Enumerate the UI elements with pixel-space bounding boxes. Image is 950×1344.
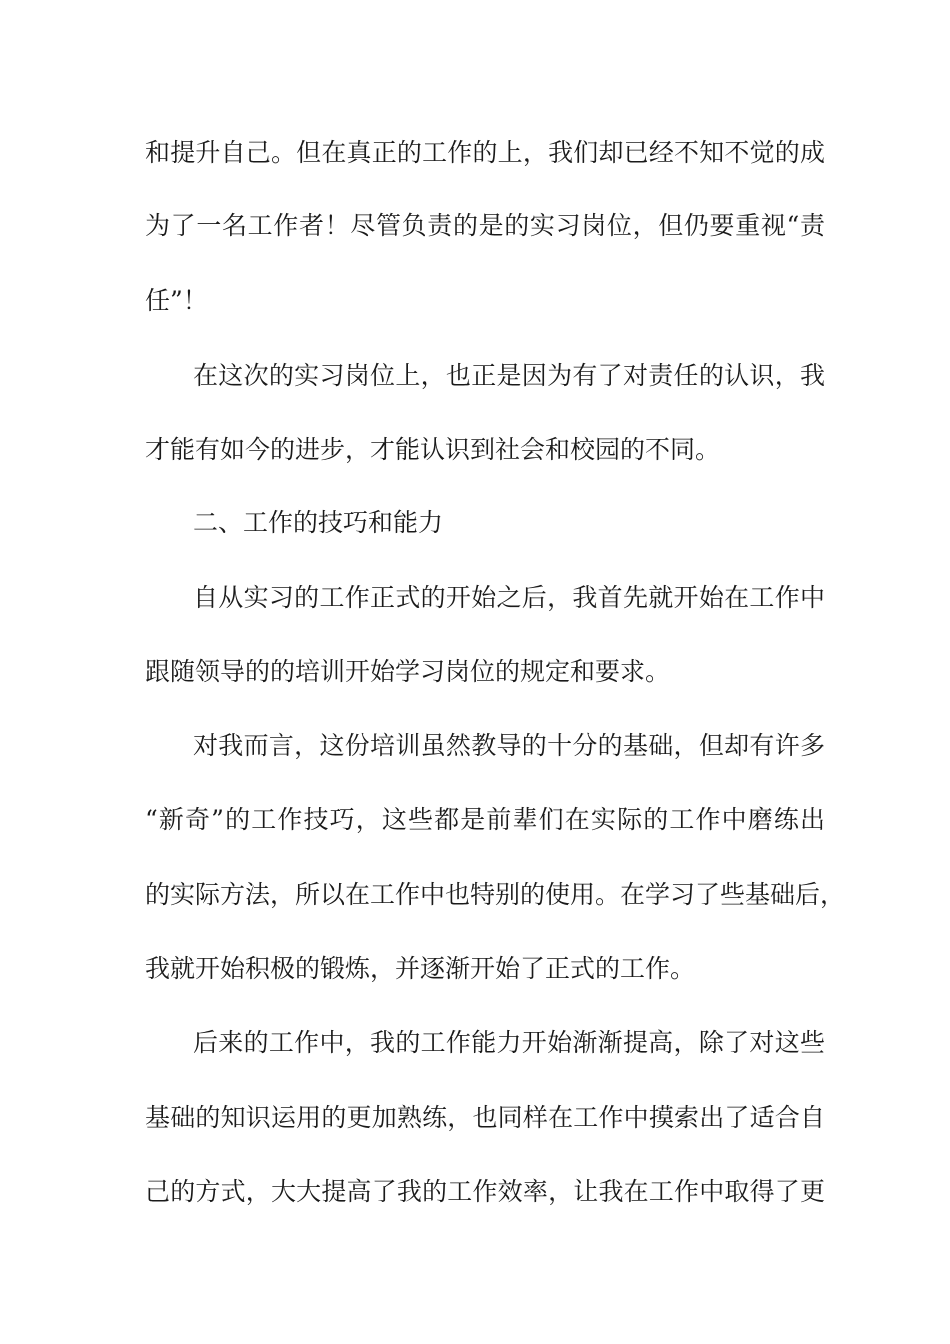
text-line-14: 基础的知识运用的更加熟练，也同样在工作中摸索出了适合自 [145, 1103, 825, 1132]
text-line-8: 跟随领导的的培训开始学习岗位的规定和要求。 [145, 657, 671, 686]
text-line-7: 自从实习的工作正式的开始之后，我首先就开始在工作中 [193, 583, 825, 612]
text-line-9: 对我而言，这份培训虽然教导的十分的基础，但却有许多 [193, 731, 825, 760]
text-line-5: 才能有如今的进步，才能认识到社会和校园的不同。 [145, 435, 721, 464]
text-line-15: 己的方式，大大提高了我的工作效率，让我在工作中取得了更 [145, 1177, 825, 1206]
section-heading: 二、工作的技巧和能力 [193, 508, 444, 537]
text-line-1: 和提升自己。但在真正的工作的上，我们却已经不知不觉的成 [145, 138, 825, 167]
text-line-13: 后来的工作中，我的工作能力开始渐渐提高，除了对这些 [193, 1028, 825, 1057]
text-line-10: “新奇”的工作技巧，这些都是前辈们在实际的工作中磨练出 [145, 805, 825, 834]
text-line-11: 的实际方法，所以在工作中也特别的使用。在学习了些基础后， [145, 880, 846, 909]
text-line-12: 我就开始积极的锻炼，并逐渐开始了正式的工作。 [145, 954, 696, 983]
text-line-3: 任”！ [145, 286, 208, 315]
text-line-2: 为了一名工作者！尽管负责的是的实习岗位，但仍要重视“责 [145, 211, 825, 240]
text-line-4: 在这次的实习岗位上，也正是因为有了对责任的认识，我 [193, 361, 825, 390]
